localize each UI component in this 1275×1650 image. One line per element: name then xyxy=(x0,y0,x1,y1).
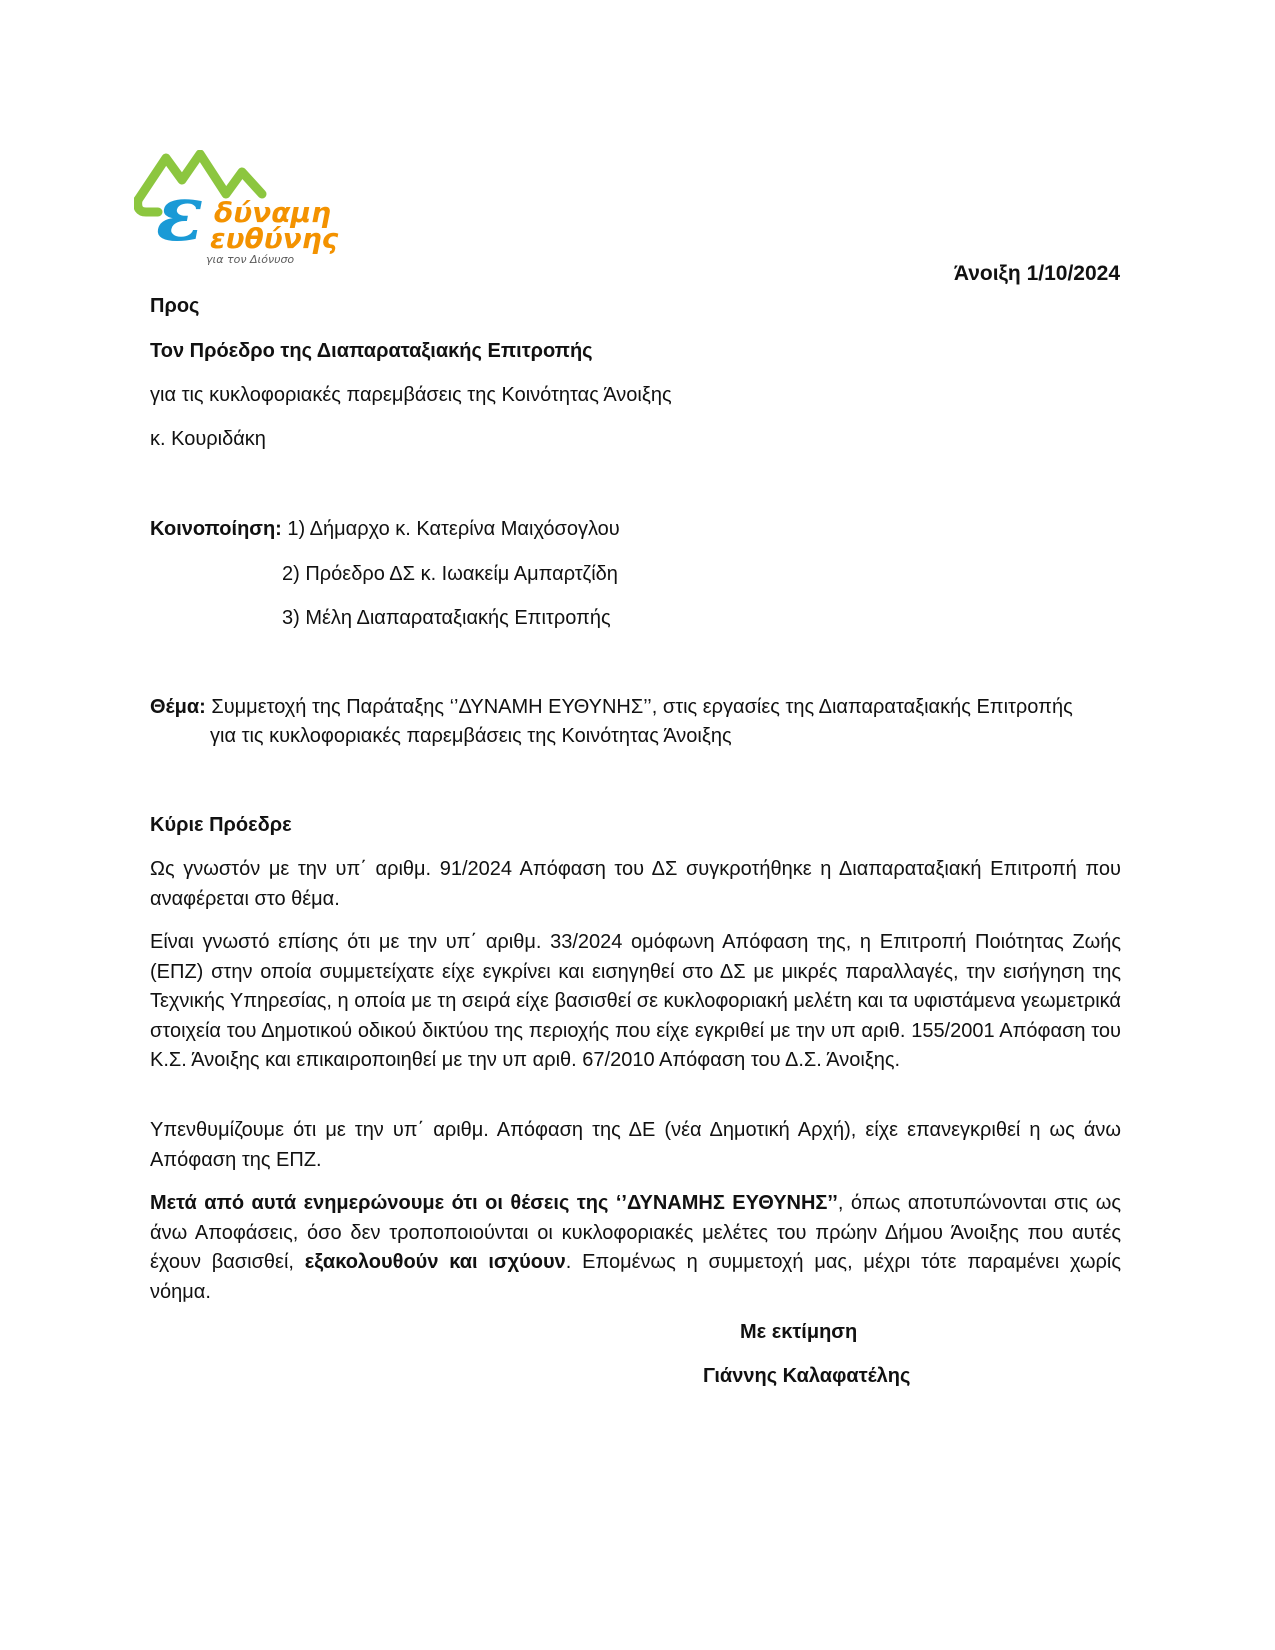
subject-line xyxy=(150,693,1073,721)
recipient-title: Τον Πρόεδρο της Διαπαραταξιακής Επιτροπής xyxy=(150,340,593,362)
subject-text-continued: για τις κυκλοφοριακές παρεμβάσεις της Κοινότητας Άνοιξης xyxy=(210,725,732,747)
subject-text: Συμμετοχή της Παράταξης ‘’ΔΥΝΑΜΗ ΕΥΘΥΝΗΣ’’, στις εργασίες της Διαπαραταξιακής Επιτροπής xyxy=(211,696,1073,718)
party-logo xyxy=(134,150,344,270)
subject-label: Θέμα: xyxy=(150,696,206,718)
letter-date: Άνοιξη 1/10/2024 xyxy=(953,262,1120,285)
signatory-name: Γιάννης Καλαφατέλης xyxy=(703,1365,911,1387)
cc-item: 3) Μέλη Διαπαραταξιακής Επιτροπής xyxy=(282,607,611,629)
cc-line-1 xyxy=(150,515,620,543)
salutation: Κύριε Πρόεδρε xyxy=(150,814,292,836)
body-paragraph-4 xyxy=(150,1189,1121,1307)
recipient-name: κ. Κουριδάκη xyxy=(150,428,266,450)
epsilon-glyph: ε xyxy=(156,168,204,259)
paragraph-text: , όπως αποτυπώνονται στις ως άνω Αποφάσεις, όσο δεν τροποποιούνται οι κυκλοφοριακές μελέτες του πρώην Δήμου Άνοιξης που αυτές έχουν βασισθεί, xyxy=(150,1192,1122,1273)
body-paragraph-1: Ως γνωστόν με την υπ΄ αριθμ. 91/2024 Απόφαση του ΔΣ συγκροτήθηκε η Διαπαραταξιακή Επιτροπή που αναφέρεται στο θέμα. xyxy=(150,858,1121,910)
logo-word-2: ευθύνης xyxy=(210,222,339,255)
paragraph-text: . Επομένως η συμμετοχή μας, μέχρι τότε παραμένει χωρίς νόημα. xyxy=(150,1251,1121,1303)
logo-graphic xyxy=(134,150,344,270)
emphasis-text: Μετά από αυτά ενημερώνουμε ότι οι θέσεις της ‘’ΔΥΝΑΜΗΣ ΕΥΘΥΝΗΣ’’ xyxy=(150,1192,838,1214)
closing: Με εκτίμηση xyxy=(740,1321,858,1343)
emphasis-text: εξακολουθούν και ισχύουν xyxy=(304,1251,566,1273)
logo-tagline: για τον Διόνυσο xyxy=(206,253,295,266)
cc-item: 2) Πρόεδρο ΔΣ κ. Ιωακείμ Αμπαρτζίδη xyxy=(282,563,618,585)
cc-label: Κοινοποίηση: xyxy=(150,518,282,540)
recipient-to-label: Προς xyxy=(150,295,200,317)
cc-item: 1) Δήμαρχο κ. Κατερίνα Μαιχόσογλου xyxy=(287,518,620,540)
logo-word-1: δύναμη xyxy=(214,196,331,229)
body-paragraph-3: Υπενθυμίζουμε ότι με την υπ΄ αριθμ. Απόφαση της ΔΕ (νέα Δημοτική Αρχή), είχε επανεγκριθεί η ως άνω Απόφαση της ΕΠΖ. xyxy=(150,1119,1121,1171)
body-paragraph-2: Είναι γνωστό επίσης ότι με την υπ΄ αριθμ. 33/2024 ομόφωνη Απόφαση της, η Επιτροπή Ποιότητας Ζωής (ΕΠΖ) στην οποία συμμετείχατε είχε εγκρίνει και εισηγηθεί στο ΔΣ με μικρές παραλλαγές, την εισήγηση της Τεχνικής Υπηρεσίας, η οποία με τη σειρά είχε βασισθεί σε κυκλοφοριακή μελέτη και τα υφιστάμενα γεωμετρικά στοιχεία του Δημοτικού οδικού δικτύου της περιοχής που είχε εγκριθεί με την υπ αριθ. 155/2001 Απόφαση του Κ.Σ. Άνοιξης και επικαιροποιηθεί με την υπ αριθ. 67/2010 Απόφαση του Δ.Σ. Άνοιξης. xyxy=(150,931,1121,1071)
recipient-subtitle: για τις κυκλοφοριακές παρεμβάσεις της Κοινότητας Άνοιξης xyxy=(150,384,672,406)
